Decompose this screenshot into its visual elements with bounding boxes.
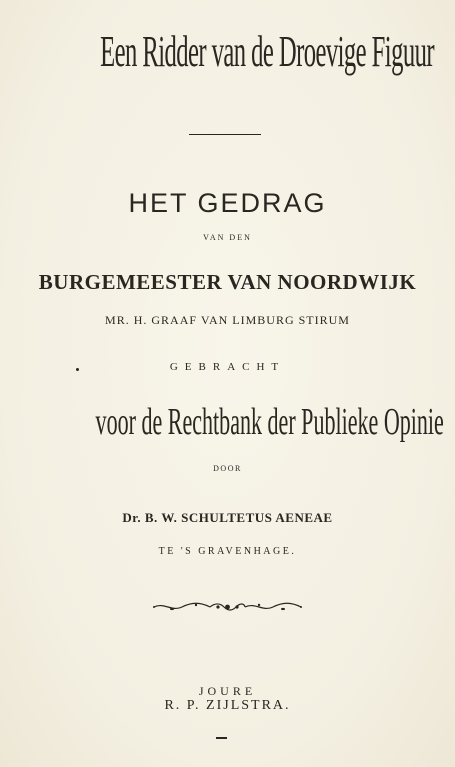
subject-name: MR. H. GRAAF VAN LIMBURG STIRUM bbox=[105, 313, 350, 327]
subject-title: BURGEMEESTER VAN NOORDWIJK bbox=[38, 270, 417, 294]
van-den-label: VAN DEN bbox=[203, 233, 252, 242]
tribunal-line: voor de Rechtbank der Publieke Opinie bbox=[95, 401, 444, 443]
title-rule bbox=[189, 134, 261, 135]
author-location: TE 'S GRAVENHAGE. bbox=[158, 546, 297, 557]
floral-divider-icon bbox=[152, 600, 303, 614]
main-title: Een Ridder van de Droevige Figuur bbox=[100, 27, 435, 76]
place-of-publication: JOURE bbox=[198, 684, 257, 698]
end-rule bbox=[216, 737, 227, 739]
door-label: DOOR bbox=[213, 464, 242, 473]
gebracht-label: GEBRACHT bbox=[169, 361, 286, 373]
author-name: Dr. B. W. SCHULTETUS AENEAE bbox=[122, 510, 333, 525]
heading: HET GEDRAG bbox=[128, 188, 327, 218]
publisher-name: R. P. ZIJLSTRA. bbox=[164, 698, 291, 713]
